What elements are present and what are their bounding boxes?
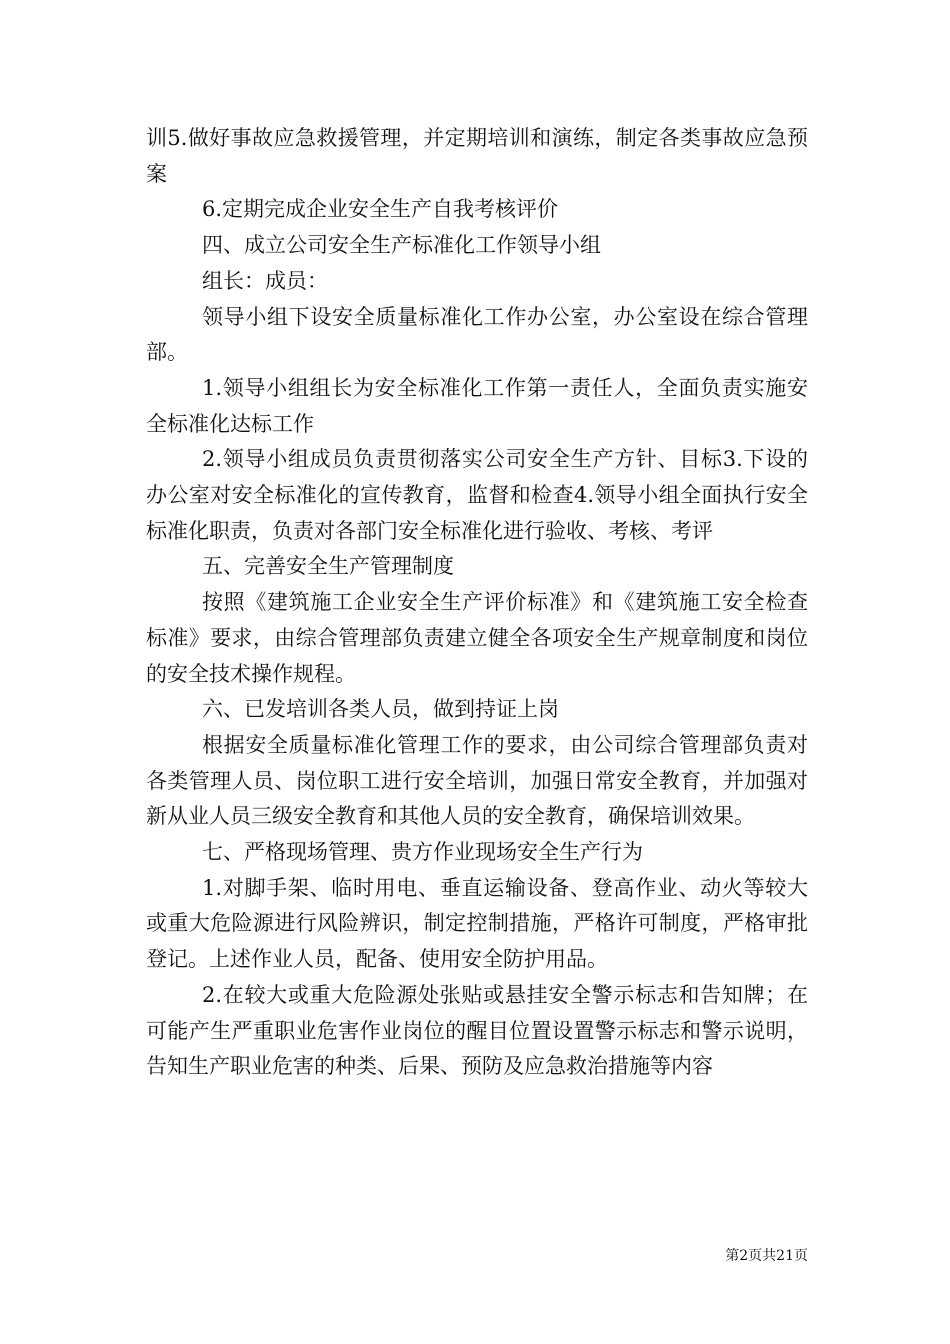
paragraph-9: 按照《建筑施工企业安全生产评价标准》和《建筑施工安全检查标准》要求，由综合管理部负责建立健全各项安全生产规章制度和岗位的安全技术操作规程。 <box>146 590 808 686</box>
section-heading-5: 五、完善安全生产管理制度 <box>202 554 454 579</box>
paragraph-13: 1.对脚手架、临时用电、垂直运输设备、登高作业、动火等较大或重大危险源进行风险辨识，制定控制措施，严格许可制度，严格审批登记。上述作业人员，配备、使用安全防护用品。 <box>146 875 808 972</box>
paragraph-11: 根据安全质量标准化管理工作的要求，由公司综合管理部负责对各类管理人员、岗位职工进行安全培训，加强日常安全教育，并加强对新从业人员三级安全教育和其他人员的安全教育，确保培训效果。 <box>146 732 808 829</box>
section-heading-7: 七、严格现场管理、贵方作业现场安全生产行为 <box>202 840 643 865</box>
paragraph-2: 6.定期完成企业安全生产自我考核评价 <box>202 197 559 222</box>
document-body <box>146 121 808 1085</box>
page-number: 第2页共21页 <box>725 1248 808 1264</box>
paragraph-6: 1.领导小组组长为安全标准化工作第一责任人，全面负责实施安全标准化达标工作 <box>146 375 808 436</box>
paragraph-5: 领导小组下设安全质量标准化工作办公室，办公室设在综合管理部。 <box>146 304 808 365</box>
paragraph-1: 训5.做好事故应急救援管理，并定期培训和演练，制定各类事故应急预案 <box>146 126 808 186</box>
paragraph-4: 组长：成员： <box>202 268 328 293</box>
paragraph-14: 2.在较大或重大危险源处张贴或悬挂安全警示标志和告知牌；在可能产生严重职业危害作业岗位的醒目位置设置警示标志和警示说明，告知生产职业危害的种类、后果、预防及应急救治措施等内容 <box>146 982 808 1079</box>
paragraph-7: 2.领导小组成员负责贯彻落实公司安全生产方针、目标3.下设的办公室对安全标准化的宣传教育，监督和检查4.领导小组全面执行安全标准化职责，负责对各部门安全标准化进行验收、考核、考评 <box>146 447 808 543</box>
section-heading-6: 六、已发培训各类人员，做到持证上岗 <box>202 697 559 722</box>
section-heading-4: 四、成立公司安全生产标准化工作领导小组 <box>202 233 601 258</box>
